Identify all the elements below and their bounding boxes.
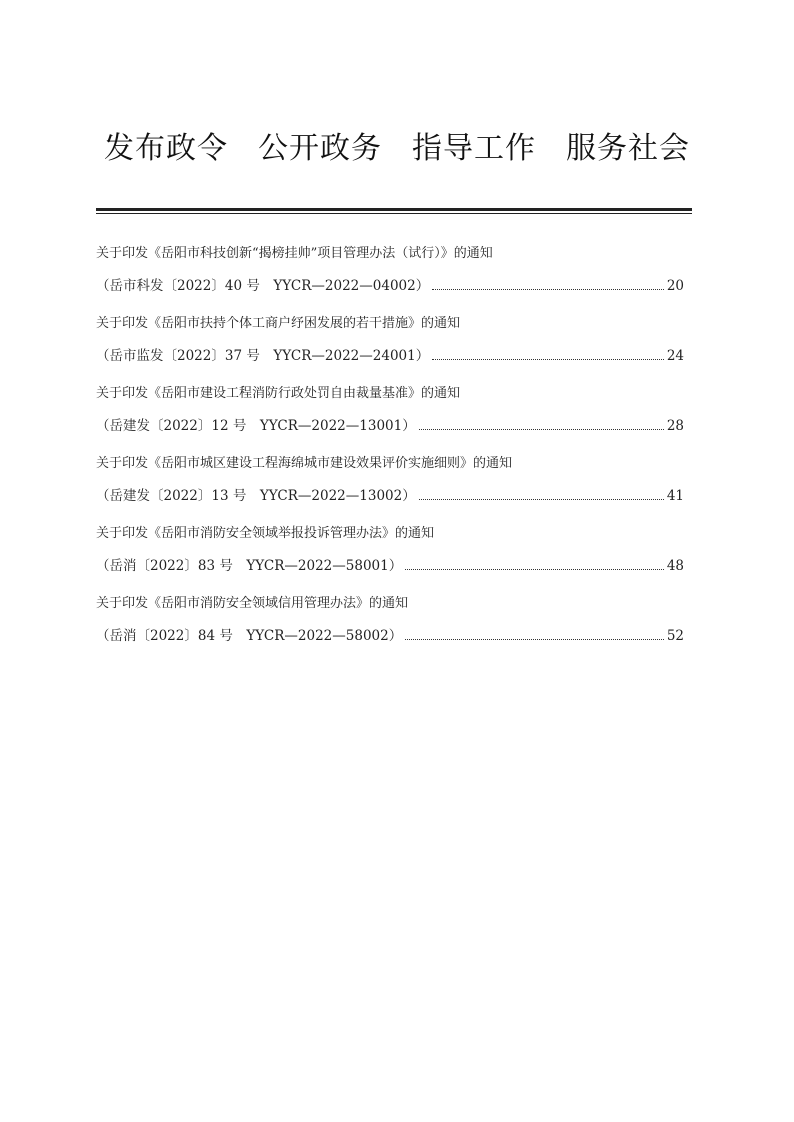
toc-entry-page-number[interactable]: 24	[666, 348, 684, 364]
toc-entry[interactable]	[96, 376, 684, 446]
toc-entry-title[interactable]: 关于印发《岳阳市科技创新“揭榜挂帅”项目管理办法（试行）》的通知	[96, 246, 493, 261]
toc-entry-title[interactable]: 关于印发《岳阳市城区建设工程海绵城市建设效果评价实施细则》的通知	[96, 456, 513, 471]
double-divider	[96, 208, 692, 216]
toc-entry-title[interactable]: 关于印发《岳阳市消防安全领域信用管理办法》的通知	[96, 596, 409, 611]
toc-entry[interactable]	[96, 446, 684, 516]
dot-leader	[432, 288, 664, 290]
toc-entry-doc-number: （岳市科发〔2022〕40 号 YYCR—2022—04002）	[96, 278, 430, 294]
toc-entry-reference-line	[96, 276, 684, 294]
divider-thin-line	[96, 213, 692, 214]
dot-leader	[419, 428, 664, 430]
toc-entry-title[interactable]: 关于印发《岳阳市扶持个体工商户纾困发展的若干措施》的通知	[96, 316, 461, 331]
toc-entry-page-number[interactable]: 20	[666, 278, 684, 294]
toc-entry-title[interactable]: 关于印发《岳阳市消防安全领域举报投诉管理办法》的通知	[96, 526, 435, 541]
toc-entry-page-number[interactable]: 41	[666, 488, 684, 504]
toc-entry-reference-line	[96, 346, 684, 364]
toc-entry-doc-number: （岳消〔2022〕83 号 YYCR—2022—58001）	[96, 558, 403, 574]
toc-entry-doc-number: （岳建发〔2022〕12 号 YYCR—2022—13001）	[96, 418, 416, 434]
slogan-phrase: 发布政令	[104, 131, 228, 166]
dot-leader	[405, 638, 664, 640]
toc-entry-page-number[interactable]: 52	[666, 628, 684, 644]
divider-thick-line	[96, 208, 692, 211]
slogan-phrase: 公开政务	[258, 131, 382, 166]
toc-entry[interactable]	[96, 236, 684, 306]
toc-entry-page-number[interactable]: 48	[666, 558, 684, 574]
table-of-contents	[96, 236, 684, 656]
toc-entry[interactable]	[96, 516, 684, 586]
slogan-phrase: 服务社会	[566, 131, 690, 166]
toc-entry-reference-line	[96, 626, 684, 644]
toc-entry[interactable]	[96, 306, 684, 376]
toc-entry-title[interactable]: 关于印发《岳阳市建设工程消防行政处罚自由裁量基准》的通知	[96, 386, 461, 401]
toc-entry-reference-line	[96, 416, 684, 434]
page-slogan	[0, 121, 794, 169]
dot-leader	[419, 498, 664, 500]
dot-leader	[405, 568, 664, 570]
dot-leader	[432, 358, 664, 360]
toc-entry-page-number[interactable]: 28	[666, 418, 684, 434]
toc-entry-doc-number: （岳消〔2022〕84 号 YYCR—2022—58002）	[96, 628, 403, 644]
toc-entry-doc-number: （岳建发〔2022〕13 号 YYCR—2022—13002）	[96, 488, 416, 504]
toc-entry-reference-line	[96, 486, 684, 504]
slogan-phrase: 指导工作	[412, 131, 536, 166]
toc-entry[interactable]	[96, 586, 684, 656]
toc-entry-doc-number: （岳市监发〔2022〕37 号 YYCR—2022—24001）	[96, 348, 430, 364]
toc-entry-reference-line	[96, 556, 684, 574]
